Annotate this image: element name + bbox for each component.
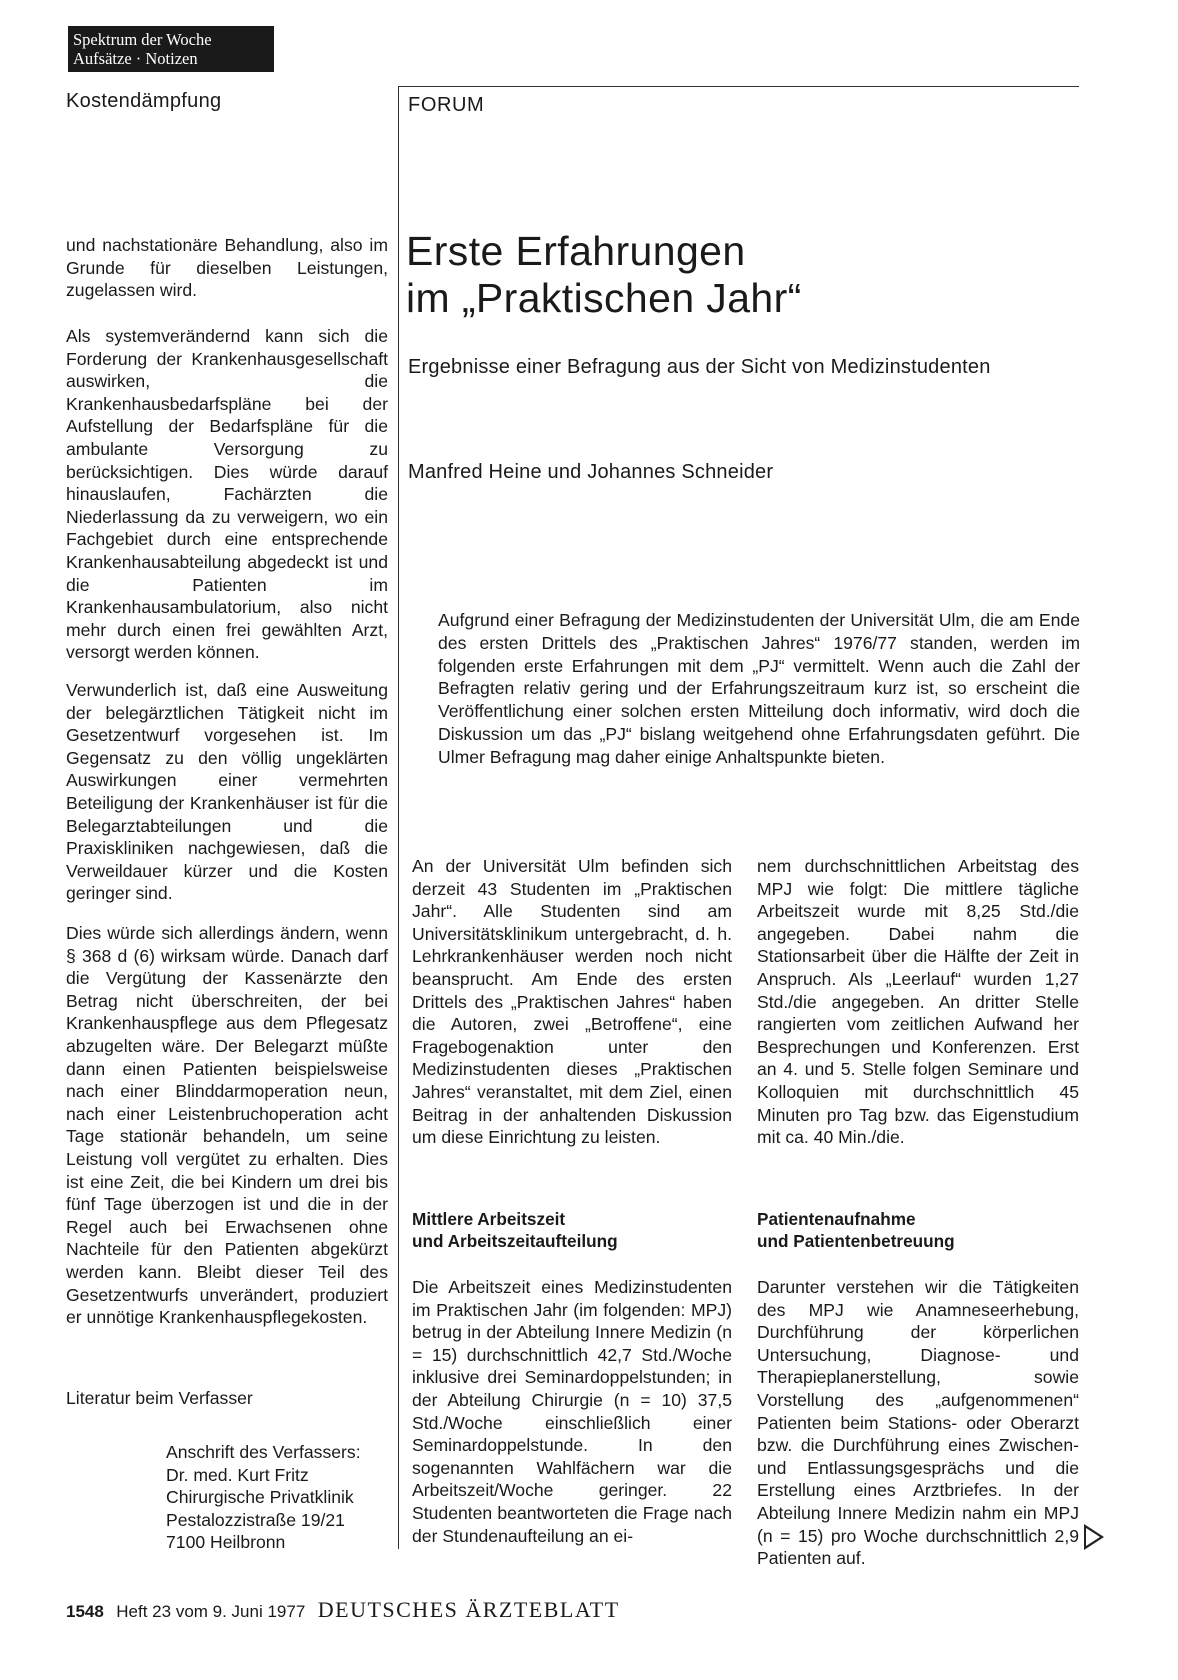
journal-name: DEUTSCHES ÄRZTEBLATT (317, 1597, 620, 1622)
right-section-label: FORUM (408, 94, 485, 116)
page-number: 1548 (66, 1602, 104, 1621)
left-section-label: Kostendämpfung (66, 90, 222, 112)
article-title (406, 228, 1066, 322)
address-street: Pestalozzistraße 19/21 (166, 1509, 345, 1530)
right-intro-paragraph: nem durchschnittlichen Arbeitstag des MPJ wie folgt: Die mittlere tägliche Arbeitszeit wurde mit 8,25 Std./die angegeben. Dabei nahm die Stationsarbeit über die Hälfte der Zeit in Anspruch. Als „Leerlauf“ wurden 1,27 Std./die angegeben. An dritter Stelle rangierten vom zeitlichen Aufwand her Besprechungen und Konferenzen. Erst an 4. und 5. Stelle folgen Seminare und Kolloquien mit durchschnittlich 45 Minuten pro Tag bzw. das Eigenstudium mit ca. 40 Min./die. (757, 856, 1079, 1148)
article-subtitle: Ergebnisse einer Befragung aus der Sicht von Medizinstudenten (408, 356, 991, 378)
author-address (166, 1441, 396, 1554)
issue-info: Heft 23 vom 9. Juni 1977 (116, 1602, 306, 1621)
address-name: Dr. med. Kurt Fritz (166, 1464, 309, 1485)
left-paragraph-3: Verwunderlich ist, daß eine Ausweitung der belegärztlichen Tätigkeit nicht im Gesetzentwurf vorgesehen ist. Im Gegensatz zu den völlig ungeklärten Auswirkungen einer vermehrten Beteiligung der Krankenhäuser ist für die Belegarztabteilungen und die Praxiskliniken nachgewiesen, daß die Verweildauer kürzer und die Kosten geringer sind. (66, 680, 388, 904)
address-label: Anschrift des Verfassers: (166, 1442, 361, 1462)
mid-section-heading: Mittlere Arbeitszeit und Arbeitszeitaufteilung (412, 1209, 618, 1251)
literature-note: Literatur beim Verfasser (66, 1388, 253, 1408)
badge-line-2: Aufsätze · Notizen (73, 49, 198, 68)
continue-arrow-icon (1084, 1524, 1104, 1550)
section-badge (68, 26, 274, 72)
header-rule (398, 86, 1079, 87)
left-paragraph-1: und nachstationäre Behandlung, also im Grunde für dieselben Leistungen, zugelassen wird. (66, 235, 388, 301)
mid-intro-paragraph: An der Universität Ulm befinden sich derzeit 43 Studenten im „Praktischen Jahr“. Alle Studenten sind am Universitätsklinikum untergebracht, d. h. Lehrkrankenhäuser werden noch nicht beansprucht. Am Ende des ersten Drittels des „Praktischen Jahres“ haben die Autoren, zwei „Betroffene“, eine Fragebogenaktion unter den Medizinstudenten dieses „Praktischen Jahres“ veranstaltet, mit dem Ziel, einen Beitrag in der anhaltenden Diskussion um diese Einrichtung zu leisten. (412, 856, 732, 1148)
title-line-2: im „Praktischen Jahr“ (406, 275, 802, 321)
address-city: 7100 Heilbronn (166, 1532, 286, 1553)
right-body-paragraph: Darunter verstehen wir die Tätigkeiten des MPJ wie Anamneseerhebung, Durchführung der körperlichen Untersuchung, Diagnose- und Therapieplanerstellung, sowie Vorstellung des „aufgenommenen“ Patienten beim Stations- oder Oberarzt bzw. die Durchführung eines Zwischen- und Entlassungsgesprächs und die Erstellung eines Arztbriefes. In der Abteilung Innere Medizin nahm ein MPJ (n = 15) pro Woche durchschnittlich 2,9 Patienten auf. (757, 1277, 1079, 1569)
article-authors: Manfred Heine und Johannes Schneider (408, 461, 774, 483)
mid-body-paragraph: Die Arbeitszeit eines Medizinstudenten im Praktischen Jahr (im folgenden: MPJ) betrug in der Abteilung Innere Medizin (n = 15) durchschnittlich 42,7 Std./Woche inklusive drei Seminardoppelstunden; in der Abteilung Chirurgie (n = 10) 37,5 Std./Woche einschließlich einer Seminardoppelstunde. In den sogenannten Wahlfächern war die Arbeitszeit/Woche geringer. 22 Studenten beantworteten die Frage nach der Stundenaufteilung an ei- (412, 1277, 732, 1546)
badge-line-1: Spektrum der Woche (73, 30, 212, 49)
article-abstract: Aufgrund einer Befragung der Medizinstudenten der Universität Ulm, die am Ende des ersten Drittels des „Praktischen Jahres“ 1976/77 standen, werden im folgenden erste Erfahrungen mit dem „PJ“ vermittelt. Wenn auch die Zahl der Befragten relativ gering und der Erfahrungszeitraum kurz ist, so erscheint die Veröffentlichung einer solchen ersten Mitteilung doch informativ, wird doch die Diskussion um das „PJ“ bislang weitgehend ohne Erfahrungsdaten geführt. Die Ulmer Befragung mag daher einige Anhaltspunkte bieten. (438, 610, 1080, 767)
left-paragraph-2: Als systemverändernd kann sich die Forderung der Krankenhausgesellschaft auswirken, die Krankenhausbedarfspläne bei der Aufstellung der Bedarfspläne für die ambulante Versorgung zu berücksichtigen. Dies würde darauf hinauslaufen, Fachärzten die Niederlassung da zu verweigern, wo ein Fachgebiet durch eine entsprechende Krankenhausabteilung abgedeckt ist und die Patienten im Krankenhausambulatorium, also nicht mehr durch einen frei gewählten Arzt, versorgt werden können. (66, 326, 388, 663)
page-footer (66, 1597, 620, 1623)
title-line-1: Erste Erfahrungen (406, 228, 746, 274)
column-divider (398, 86, 399, 1549)
address-clinic: Chirurgische Privatklinik (166, 1487, 354, 1508)
right-section-heading: Patientenaufnahme und Patientenbetreuung (757, 1209, 955, 1251)
left-paragraph-4: Dies würde sich allerdings ändern, wenn § 368 d (6) wirksam würde. Danach darf die Vergütung der Kassenärzte den Betrag nicht überschreiten, der bei Krankenhauspflege aus dem Pflegesatz abzugelten wäre. Der Belegarzt müßte dann einen Patienten beispielsweise nach einer Blinddarmoperation neun, nach einer Leistenbruchoperation acht Tage stationär behandeln, um seine Leistung voll vergütet zu erhalten. Dies ist eine Zeit, die bei Kindern um drei bis fünf Tage überzogen ist und die in der Regel auch bei Erwachsenen ohne Nachteile für den Patienten abgekürzt werden kann. Bleibt dieser Teil des Gesetzentwurfs unverändert, produziert er unnötige Krankenhauspflegekosten. (66, 923, 388, 1328)
